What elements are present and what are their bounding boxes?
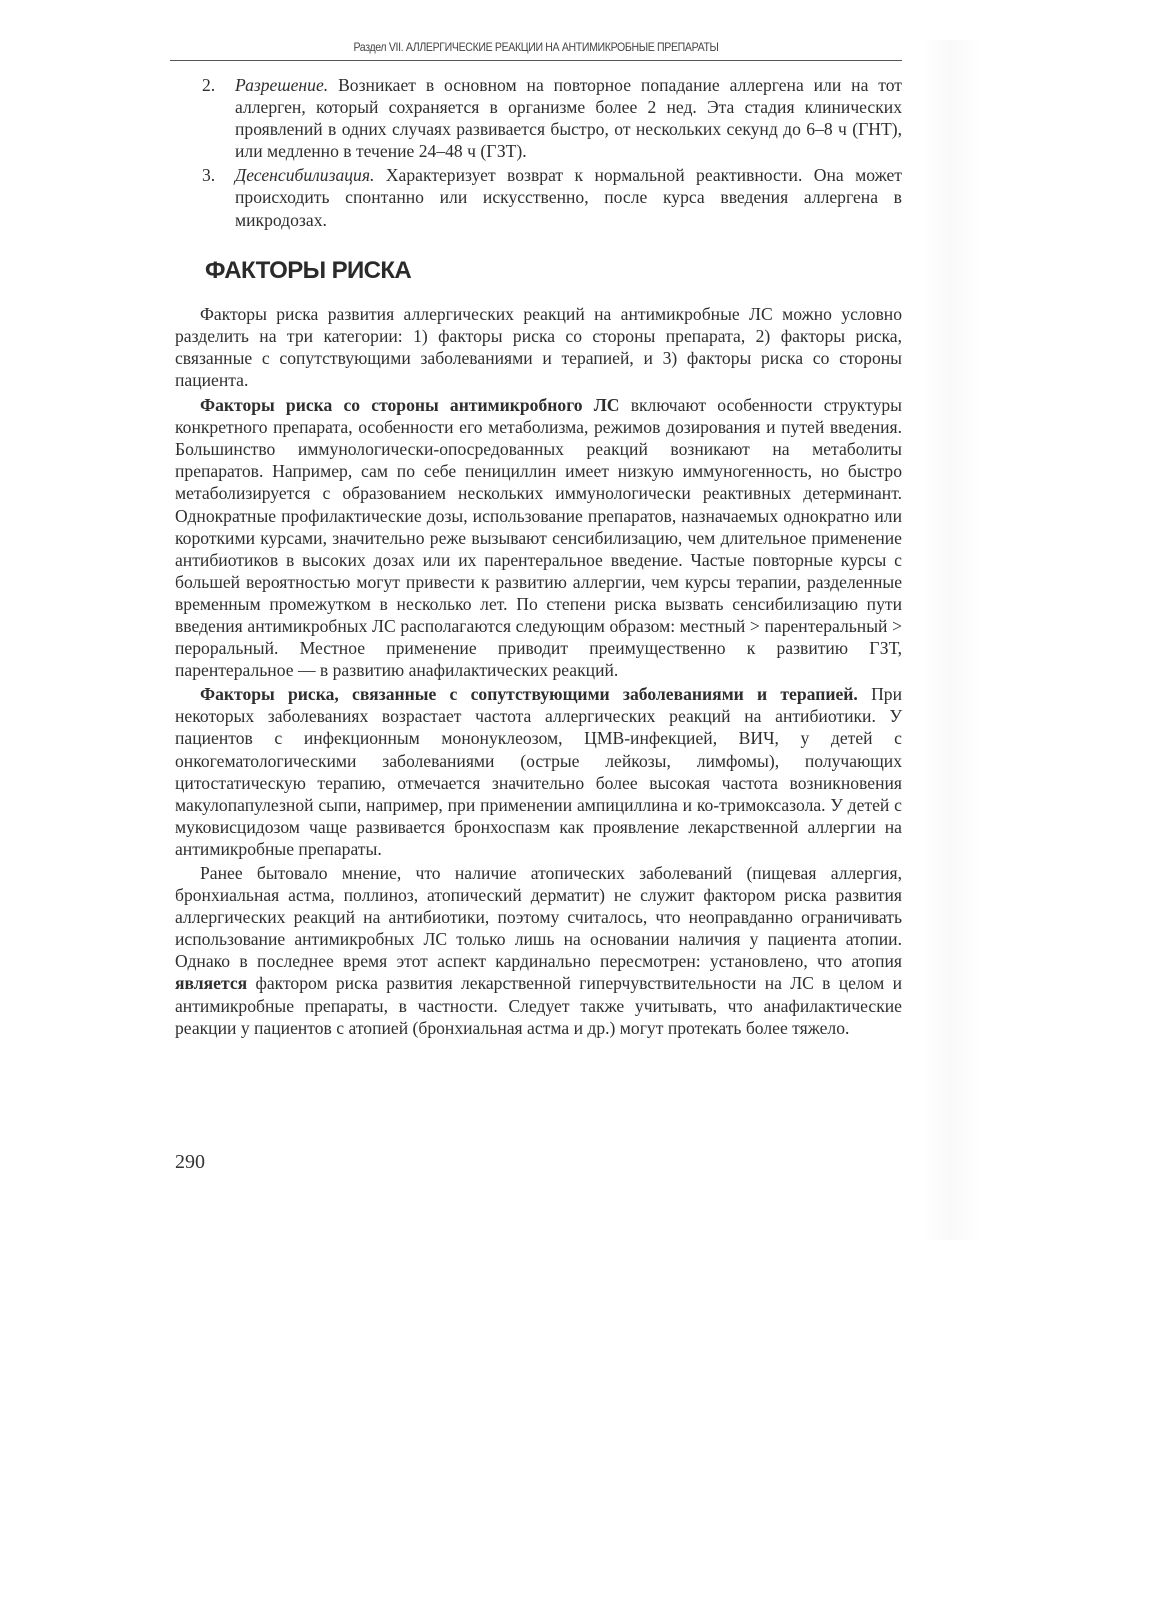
list-item xyxy=(175,74,902,162)
atopy-text-before: Ранее бытовало мнение, что наличие атопических заболеваний (пищевая аллергия, бронхиальная астма, поллиноз, атопический дерматит) не служит фактором риска развития аллергических реакций на антибиотики, поэтому считалось, что неоправданно ограничивать использование антимикробных ЛС только лишь на основании наличия у пациента атопии. Однако в последнее время этот аспект кардинально пересмотрен: установлено, что атопия xyxy=(175,863,902,972)
list-item-number: 2. xyxy=(202,75,216,95)
list-item xyxy=(175,164,902,230)
atopy-emphasis: является xyxy=(175,973,248,994)
scan-shadow xyxy=(920,40,980,1240)
comorbidity-risk-text: При некоторых заболеваниях возрастает частота аллергических реакций на антибиотики. У пациентов с инфекционным мононуклеозом, ЦМВ-инфекцией, ВИЧ, у детей с онкогематологическими заболеваниями (острые лейкозы, лимфомы), получающих цитостатическую терапию, отмечается значительно более высокая частота возникновения макулопапулезной сыпи, например, при применении ампициллина и ко-тримоксазола. У детей с муковисцидозом чаще развивается бронхоспазм как проявление лекарственной аллергии на антимикробные препараты. xyxy=(175,684,902,859)
atopy-text-after: фактором риска развития лекарственной гиперчувствительности на ЛС в целом и антимикробные препараты, в частности. Следует также учитывать, что анафилактические реакции у пациентов с атопией (бронхиальная астма и др.) могут протекать более тяжело. xyxy=(175,973,902,1038)
running-header: Раздел VII. АЛЛЕРГИЧЕСКИЕ РЕАКЦИИ НА АНТИМИКРОБНЫЕ ПРЕПАРАТЫ xyxy=(353,40,719,54)
page-number: 290 xyxy=(175,1151,205,1173)
comorbidity-risk-lead: Факторы риска, связанные с сопутствующими заболеваниями и терапией. xyxy=(200,684,858,705)
drug-risk-text: включают особенности структуры конкретного препарата, особенности его метаболизма, режимов дозирования и путей введения. Большинство иммунологически-опосредованных реакций возникают на метаболиты препаратов. Например, сам по себе пенициллин имеет низкую иммуногенность, но быстро метаболизируется с образованием нескольких иммунологически реактивных детерминант. Однократные профилактические дозы, использование препаратов, назначаемых однократно или короткими курсами, значительно реже вызывают сенсибилизацию, чем длительное применение антибиотиков в высоких дозах или их парентеральное введение. Частые повторные курсы с большей вероятностью могут привести к развитию аллергии, чем курсы терапии, разделенные временным промежутком в несколько лет. По степени риска вызвать сенсибилизацию пути введения антимикробных ЛС располагаются следующим образом: местный > парентеральный > пероральный. Местное применение приводит преимущественно к развитию ГЗТ, парентеральное — в развитию анафилактических реакций. xyxy=(175,395,902,681)
list-item-text: Возникает в основном на повторное попадание аллергена или на тот аллерген, который сохраняется в организме более 2 нед. Эта стадия клинических проявлений в одних случаях развивается быстро, от нескольких секунд до 6–8 ч (ГНТ), или медленно в течение 24–48 ч (ГЗТ). xyxy=(235,75,902,162)
drug-risk-lead: Факторы риска со стороны антимикробного ЛС xyxy=(200,395,620,416)
section-title: ФАКТОРЫ РИСКА xyxy=(205,256,412,284)
atopy-paragraph xyxy=(175,862,902,1039)
comorbidity-risk-paragraph xyxy=(175,683,902,860)
intro-paragraph: Факторы риска развития аллергических реакций на антимикробные ЛС можно условно разделить на три категории: 1) факторы риска со стороны препарата, 2) факторы риска, связанные с сопутствующими заболеваниями и терапией, и 3) факторы риска со стороны пациента. xyxy=(175,303,902,390)
drug-risk-paragraph xyxy=(175,394,902,681)
list-item-number: 3. xyxy=(202,165,216,186)
page-content xyxy=(175,74,902,1041)
header-rule xyxy=(170,60,902,61)
list-item-term: Десенсибилизация. xyxy=(235,165,375,186)
list-item-text: Характеризует возврат к нормальной реактивности. Она может происходить спонтанно или искусственно, после курса введения аллергена в микродозах. xyxy=(235,165,902,230)
list-item-term: Разрешение. xyxy=(235,75,329,95)
